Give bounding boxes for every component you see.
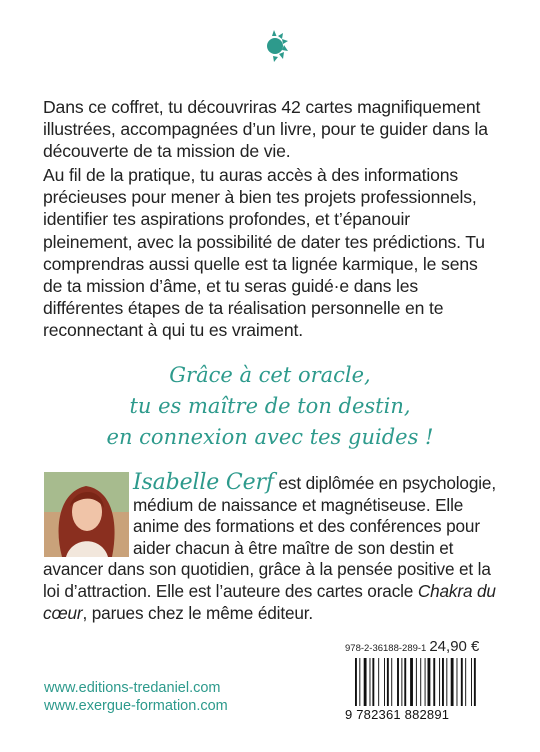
quote-line-2: tu es maître de ton destin,	[129, 394, 411, 418]
description-paragraph: Au fil de la pratique, tu auras accès à des informations précieuses pour mener à bien tes projets professionnels, identifier tes aspirations profondes, et t’épanouir pleinement, avec la possibilité de dater tes prédictions. Tu comprendras aussi quelle est ta lignée karmique, le sens de ta mission d’âme, et tu seras guidé·e dans les différentes étapes de ta réalisation personnelle en te reconnectant à qui tu es vraiment.	[43, 165, 485, 341]
quote-line-3: en connexion avec tes guides !	[106, 425, 434, 449]
author-bio	[43, 472, 503, 624]
website-link-exergue[interactable]: www.exergue-formation.com	[44, 698, 228, 714]
isbn-number: 978-2-36188-289-1	[345, 643, 427, 654]
quote-line-1: Grâce à cet oracle,	[169, 363, 371, 387]
barcode-digits: 9 782361 882891	[345, 707, 450, 722]
website-link-tredaniel[interactable]: www.editions-tredaniel.com	[44, 680, 221, 696]
isbn-price-row	[345, 638, 505, 656]
bio-text-1: est diplômée en psychologie, médium de naissance et magnétiseuse. Elle anime des formations et des conférences pour aider chacun à être maître de son destin et avancer dans son quotidien, grâce à la pensée positive et la loi d’attraction. Elle est l’auteure des cartes oracle	[43, 473, 496, 601]
moon-sun-icon	[238, 24, 296, 70]
quote-block	[0, 360, 540, 453]
book-title: Chakra du cœur	[43, 580, 496, 623]
barcode	[345, 658, 503, 714]
intro-paragraph: Dans ce coffret, tu découvriras 42 cartes magnifiquement illustrées, accompagnées d’un livre, pour te guider dans la découverte de ta mission de vie.	[43, 97, 488, 162]
price: 24,90 €	[429, 638, 480, 655]
author-name: Isabelle Cerf	[133, 470, 274, 495]
bio-text-2: , parues chez le même éditeur.	[82, 602, 314, 623]
